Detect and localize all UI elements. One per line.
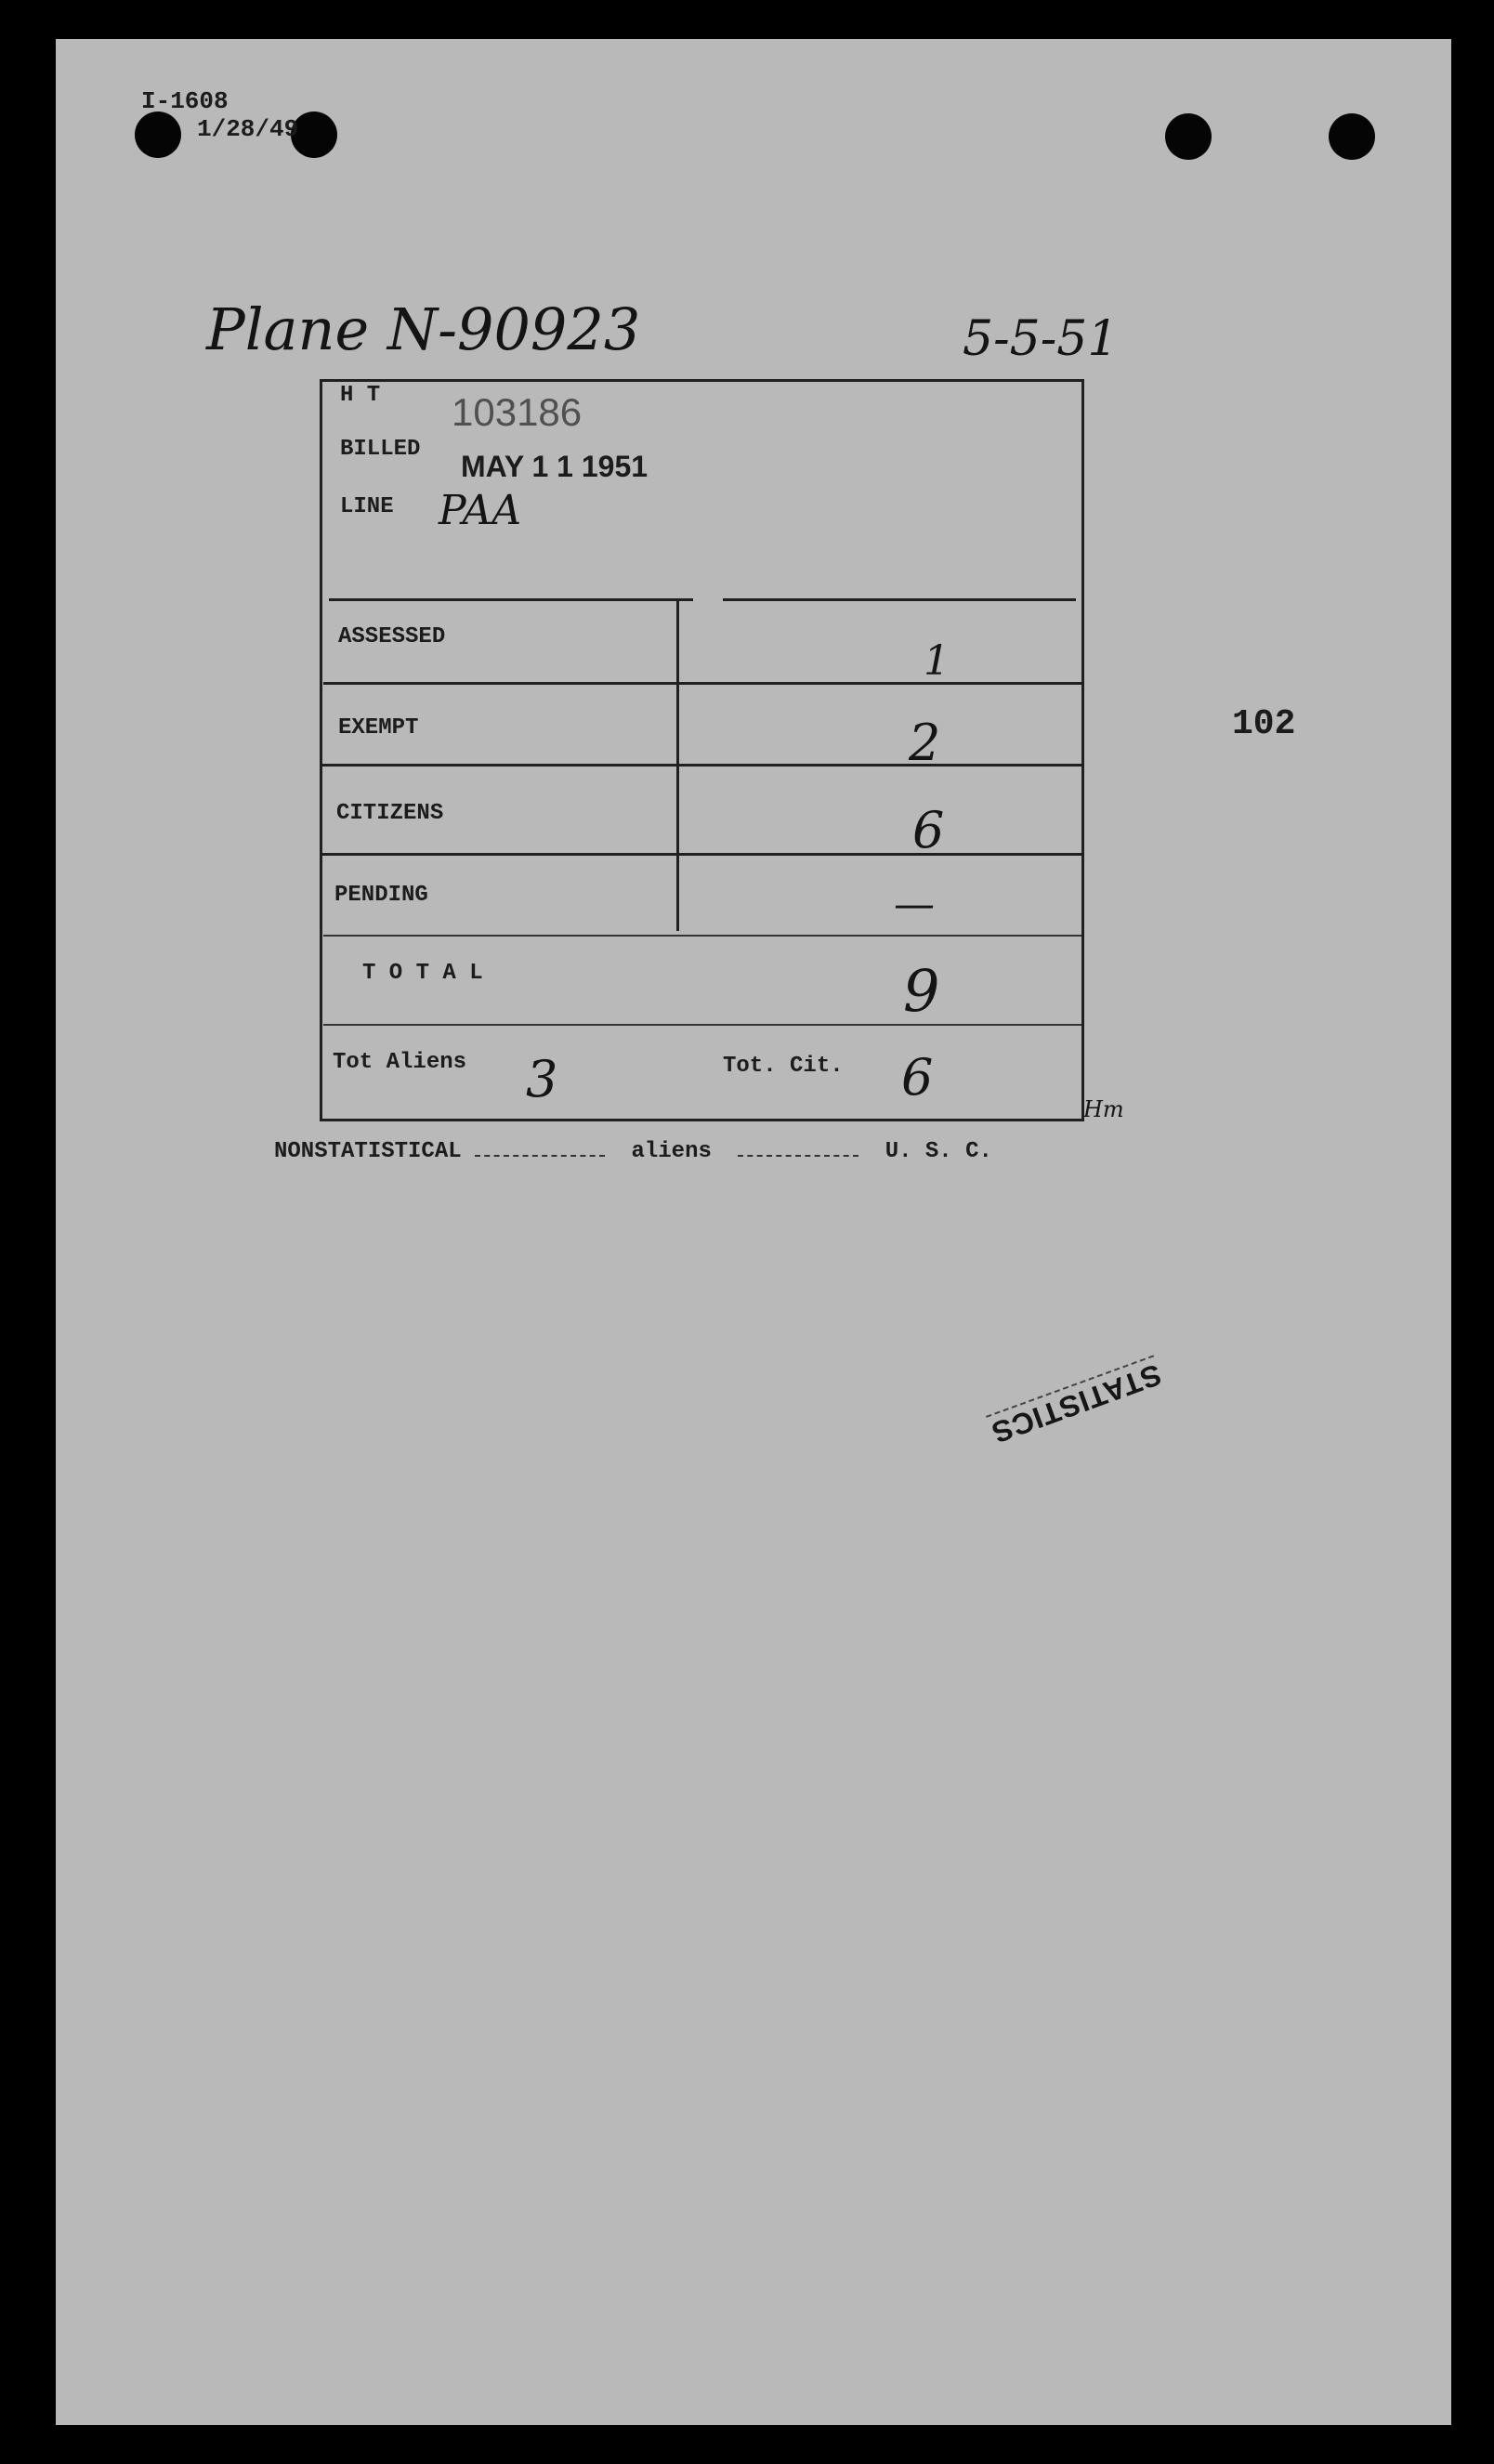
ht-label: H T — [340, 383, 381, 408]
line-value: PAA — [439, 487, 522, 534]
box-left-border — [320, 379, 322, 1121]
row-label-assessed: ASSESSED — [338, 624, 446, 649]
row-label-pending: PENDING — [334, 883, 428, 908]
row-divider — [320, 853, 1081, 856]
line-label: LINE — [340, 494, 394, 519]
tot-aliens-label: Tot Aliens — [333, 1050, 467, 1075]
box-top-border — [320, 379, 1084, 382]
form-date: 1/28/49 — [197, 115, 299, 143]
initials: Hm — [1083, 1096, 1124, 1122]
punch-hole — [135, 111, 181, 158]
row-divider — [320, 764, 1081, 767]
row-divider — [329, 598, 693, 601]
row-label-citizens: CITIZENS — [336, 801, 444, 826]
row-value-citizens: 6 — [912, 801, 945, 859]
row-value-assessed: 1 — [924, 637, 950, 685]
aliens-label: aliens — [631, 1139, 712, 1164]
row-divider — [323, 1024, 1081, 1026]
document-page — [56, 39, 1451, 2425]
row-divider — [723, 598, 1076, 601]
total-label: T O T A L — [362, 961, 483, 986]
header-date: 5-5-51 — [963, 311, 1119, 367]
nonstatistical-aliens-blank — [475, 1155, 605, 1157]
tot-cit-label: Tot. Cit. — [723, 1054, 844, 1079]
tot-cit-value: 6 — [901, 1048, 934, 1107]
total-value: 9 — [903, 957, 940, 1025]
usc-label: U. S. C. — [885, 1139, 992, 1164]
nonstatistical-usc-blank — [738, 1155, 858, 1157]
tot-aliens-value: 3 — [526, 1050, 558, 1108]
form-number: I-1608 — [141, 87, 229, 115]
billed-date: MAY 1 1 1951 — [461, 450, 649, 483]
nonstatistical-line — [274, 1139, 992, 1164]
billed-label: BILLED — [340, 437, 421, 462]
box-right-border — [1081, 379, 1084, 1121]
punch-hole — [1329, 113, 1375, 160]
ht-number: 103186 — [452, 390, 583, 434]
side-number: 102 — [1232, 704, 1296, 744]
box-bottom-border — [320, 1119, 1084, 1121]
plane-number: Plane N-90923 — [206, 295, 641, 363]
punch-hole — [1165, 113, 1212, 160]
statistics-stamp: STATISTICS — [986, 1355, 1166, 1449]
nonstatistical-label: NONSTATISTICAL — [274, 1139, 462, 1164]
row-divider — [323, 935, 1081, 937]
row-label-exempt: EXEMPT — [338, 715, 419, 741]
row-value-exempt: 2 — [909, 714, 941, 772]
row-value-pending: — — [894, 881, 935, 928]
row-divider — [323, 682, 1081, 685]
